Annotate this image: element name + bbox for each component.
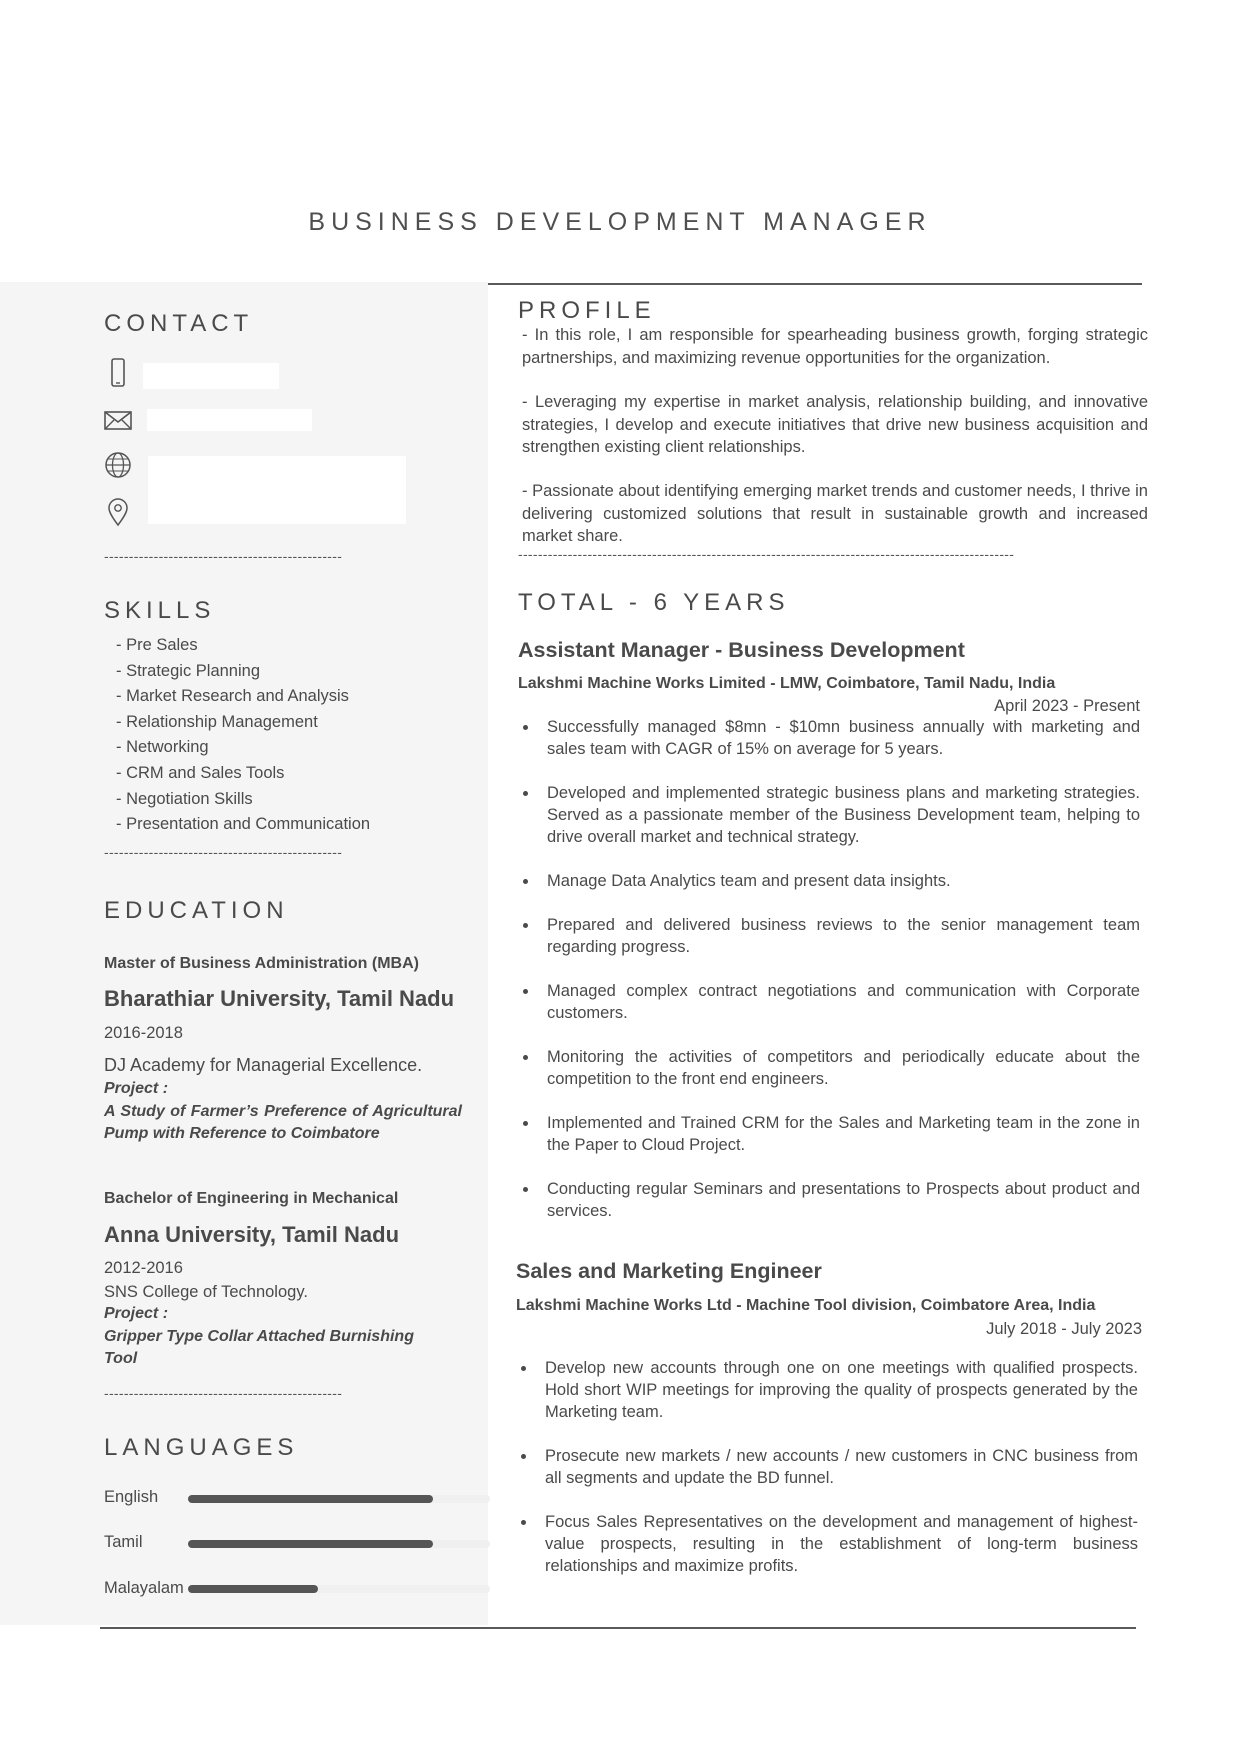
job-responsibility-text: Prepared and delivered business reviews to the senior management team regarding progress. [547,916,1140,956]
job-responsibility-text: Focus Sales Representatives on the development and management of highest-value prospects, resulting in the establishment of long-term business relationships and maximize profits. [545,1513,1138,1575]
language-level-bar [188,1585,490,1593]
job-responsibility-text: Develop new accounts through one on one meetings with qualified prospects. Hold short WIP meetings for improving the quality of prospects generated by the Marketing team. [545,1359,1138,1421]
language-level-fill [188,1495,433,1503]
skill-item: - Strategic Planning [116,661,260,680]
job-responsibility-item [518,782,1140,848]
language-level-bar [188,1495,490,1503]
languages-section-title: LANGUAGES [104,1434,299,1461]
bullet-dot [523,1187,528,1192]
job-company: Lakshmi Machine Works Ltd - Machine Tool division, Coimbatore Area, India [516,1297,1096,1314]
bullet-dot [523,879,528,884]
education-project-title: Gripper Type Collar Attached Burnishing Tool [104,1328,414,1367]
job-responsibility-text: Developed and implemented strategic business plans and marketing strategies. Served as a passionate member of the Business Development team, helping to drive overall market and technical strategy. [547,784,1140,846]
email-redacted [147,409,312,431]
top-divider-rule [488,283,1142,285]
skill-item: - Pre Sales [116,636,198,654]
bullet-dot [523,923,528,928]
job-responsibility-text: Implemented and Trained CRM for the Sales and Marketing team in the zone in the Paper to Cloud Project. [547,1114,1140,1154]
bullet-dot [523,1121,528,1126]
skill-item: - Presentation and Communication [116,815,371,834]
job-responsibility-item [518,980,1140,1024]
education-degree: Master of Business Administration (MBA) [104,955,419,972]
profile-paragraph: - Leveraging my expertise in market analysis, relationship building, and innovative strategies, I develop and execute initiatives that drive new business acquisition and strengthen existing client relationships. [522,393,1148,456]
bullet-dot [521,1366,526,1371]
location-pin-icon [104,497,132,525]
job-responsibility-item [518,1112,1140,1156]
skill-item: - Networking [116,738,209,757]
language-name: English [104,1488,159,1506]
bullet-dot [523,1055,528,1060]
education-section-title: EDUCATION [104,897,289,924]
skill-item: - Relationship Management [116,712,318,731]
profile-paragraph: - In this role, I am responsible for spearheading business growth, forging strategic partnerships, and maximizing revenue opportunities for the organization. [522,326,1148,367]
language-name: Tamil [104,1533,143,1551]
bottom-divider-rule [100,1627,1136,1629]
job-responsibility-text: Conducting regular Seminars and presentations to Prospects about product and services. [547,1180,1140,1220]
job-role-title: Assistant Manager - Business Development [518,638,965,662]
skills-list [116,634,370,839]
education-university: Anna University, Tamil Nadu [104,1222,400,1247]
bullet-dot [521,1454,526,1459]
education-degree: Bachelor of Engineering in Mechanical [104,1190,399,1207]
bullet-dot [523,989,528,994]
education-years: 2016-2018 [104,1024,183,1042]
education-divider: ------------------------------------------------ [104,1385,343,1401]
contact-divider: ------------------------------------------------ [104,548,343,564]
job-responsibility-text: Manage Data Analytics team and present data insights. [547,872,951,890]
phone-icon [104,358,132,386]
skill-item: - CRM and Sales Tools [116,763,285,782]
language-level-bar [188,1540,490,1548]
job-responsibility-item [518,870,1140,892]
job-responsibility-item [518,1046,1140,1090]
job-responsibility-item [518,716,1140,760]
job-responsibility-item [518,1178,1140,1222]
job-responsibility-text: Monitoring the activities of competitors and periodically educate about the competition to the front end engineers. [547,1048,1140,1088]
envelope-icon [104,406,132,434]
education-university: Bharathiar University, Tamil Nadu [104,986,455,1011]
profile-paragraph: - Passionate about identifying emerging market trends and customer needs, I thrive in delivering customized solutions that result in sustainable growth and increased market share. [522,482,1148,545]
education-project-title: A Study of Farmer’s Preference of Agricultural Pump with Reference to Coimbatore [104,1103,462,1142]
skill-item: - Negotiation Skills [116,789,253,808]
experience-section-title: TOTAL - 6 YEARS [518,589,790,616]
job-dates: April 2023 - Present [994,697,1140,715]
job-responsibilities-list [518,716,1140,1244]
job-company: Lakshmi Machine Works Limited - LMW, Coimbatore, Tamil Nadu, India [518,675,1056,692]
job-responsibilities-list [516,1357,1138,1599]
website-address-redacted [148,456,406,524]
education-project-label: Project : [104,1305,169,1322]
language-level-fill [188,1585,318,1593]
job-responsibility-item [516,1445,1138,1489]
education-institution: SNS College of Technology. [104,1283,308,1301]
job-role-title: Sales and Marketing Engineer [516,1259,822,1283]
education-project-label: Project : [104,1080,169,1097]
bullet-dot [523,725,528,730]
phone-redacted [143,363,279,389]
education-institution: DJ Academy for Managerial Excellence. [104,1055,423,1075]
job-dates: July 2018 - July 2023 [986,1320,1142,1338]
job-responsibility-item [518,914,1140,958]
job-responsibility-item [516,1511,1138,1577]
contact-section-title: CONTACT [104,310,254,337]
skills-divider: ------------------------------------------------ [104,844,343,860]
bullet-dot [523,791,528,796]
job-responsibility-item [516,1357,1138,1423]
education-years: 2012-2016 [104,1259,183,1277]
profile-section-title: PROFILE [518,297,656,324]
bullet-dot [521,1520,526,1525]
job-responsibility-text: Managed complex contract negotiations and communication with Corporate customers. [547,982,1140,1022]
skill-item: - Market Research and Analysis [116,687,349,706]
job-responsibility-text: Successfully managed $8mn - $10mn business annually with marketing and sales team with CAGR of 15% on average for 5 years. [547,718,1140,758]
resume-job-title: BUSINESS DEVELOPMENT MANAGER [308,208,932,236]
profile-divider: ---------------------------------------------------------------------------------------------------- [518,546,1015,562]
language-level-fill [188,1540,433,1548]
language-name: Malayalam [104,1579,184,1597]
skills-section-title: SKILLS [104,597,216,624]
globe-icon [104,451,132,479]
job-responsibility-text: Prosecute new markets / new accounts / new customers in CNC business from all segments and update the BD funnel. [545,1447,1138,1487]
